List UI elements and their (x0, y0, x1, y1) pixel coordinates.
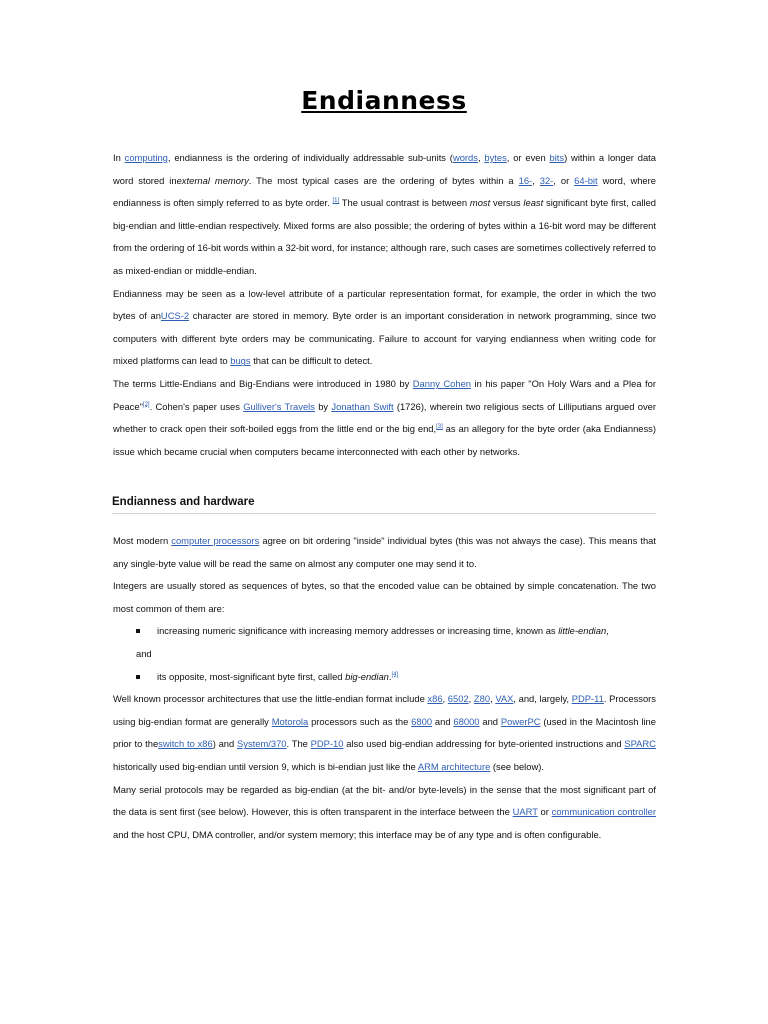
hardware-paragraph-4 (113, 779, 656, 847)
emphasis-big-endian: big-endian (345, 670, 389, 682)
hardware-paragraph-1 (113, 530, 656, 575)
text: and the host CPU, DMA controller, and/or system memory; this interface may be of any type and is often configurable. (113, 828, 602, 840)
text: or (537, 806, 552, 818)
link-communication-controller[interactable]: communication controller (551, 806, 656, 818)
link-jonathan-swift[interactable]: Jonathan Swift (331, 400, 394, 412)
text: The terms Little-Endians and Big-Endians were introduced in 1980 by (113, 377, 413, 389)
text: . The (286, 738, 311, 750)
link-words[interactable]: words (452, 152, 478, 163)
hardware-section (113, 530, 656, 846)
byte-order-list (113, 620, 656, 643)
intro-paragraph-3 (113, 373, 656, 463)
text: , (606, 625, 609, 637)
text: and (479, 715, 501, 727)
link-68000[interactable]: 68000 (453, 715, 480, 727)
text: character are stored in memory. Byte order is an important consideration in network programming, since two computers with different byte orders may be communicating. Failure to account for varying endianness when writing code for mixed platforms can lead to (113, 310, 656, 367)
list-item (113, 666, 656, 689)
text: , and, largely, (513, 693, 572, 705)
link-arm-architecture[interactable]: ARM architecture (417, 760, 491, 772)
text: , endianness is the ordering of individually addressable sub-units ( (167, 152, 453, 163)
text: its opposite, most-significant byte first, called (157, 670, 346, 682)
text: significant byte first, called big-endian and little-endian respectively. Mixed forms are also possible; the ordering of bytes within a 16-bit word may be different from the ordering of 16-bit words within a 32-bit word, for instance; although rare, such cases are sometimes collectively referred to as mixed-endian or middle-endian. (113, 197, 657, 276)
text: Most modern (113, 535, 172, 546)
link-switch-to-x86[interactable]: switch to x86 (158, 738, 213, 750)
link-16-bit[interactable]: 16- (518, 174, 533, 186)
text: as an allegory for the byte order (aka Endianness) issue which became crucial when computers became interconnected with each other by networks. (113, 423, 656, 457)
link-bugs[interactable]: bugs (230, 355, 251, 367)
text: (1726), wherein two religious sects of Lilliputians argued over whether to crack open their soft-boiled eggs from the little end or the big end, (113, 400, 656, 435)
text: word, where endianness is often simply referred to as byte order. (113, 174, 656, 209)
page-title: Endianness (301, 86, 467, 115)
intro-section (113, 147, 656, 463)
text: ) within a longer data word stored in (113, 152, 656, 186)
link-x86[interactable]: x86 (427, 693, 443, 705)
citation-1[interactable]: [1] (332, 198, 340, 205)
citation-2[interactable]: [2] (142, 401, 150, 408)
text: , or even (506, 152, 550, 163)
intro-paragraph-2 (113, 283, 656, 373)
link-vax[interactable]: VAX (495, 693, 514, 705)
link-bits[interactable]: bits (549, 152, 565, 163)
text: . Cohen's paper uses (149, 400, 244, 412)
text: , or (553, 174, 575, 186)
text: , (468, 693, 474, 705)
link-motorola[interactable]: Motorola (271, 715, 309, 727)
and-text: and (136, 647, 152, 659)
list-item (113, 620, 656, 643)
hardware-paragraph-2: Integers are usually stored as sequences of bytes, so that the encoded value can be obtained by simple concatenation. The two most common of them are: (113, 580, 656, 614)
text: , (532, 174, 540, 186)
link-gullivers-travels[interactable]: Gulliver's Travels (243, 400, 315, 412)
text: (used in the Macintosh line prior to the (113, 715, 656, 750)
bullet-marker (136, 675, 140, 679)
link-6502[interactable]: 6502 (447, 693, 469, 705)
link-32-bit[interactable]: 32- (539, 174, 554, 186)
link-z80[interactable]: Z80 (473, 693, 491, 705)
text: (see below). (490, 760, 544, 772)
bullet-marker (136, 629, 140, 633)
text: historically used big-endian until version 9, which is bi-endian just like the (113, 760, 418, 772)
text: versus (490, 197, 524, 209)
link-powerpc[interactable]: PowerPC (500, 715, 541, 727)
link-bytes[interactable]: bytes (484, 152, 507, 163)
text: ) and (212, 738, 237, 750)
link-6800[interactable]: 6800 (411, 715, 433, 727)
citation-3[interactable]: [3] (436, 424, 443, 430)
text: agree on bit ordering "inside" individual bytes (this was not always the case). This means that any single-byte value will be read the same on almost any computer one may send it to. (113, 535, 656, 569)
emphasis-least: least (523, 197, 544, 209)
link-ucs-2[interactable]: UCS-2 (160, 310, 190, 322)
text: increasing numeric significance with increasing memory addresses or increasing time, known as (157, 625, 559, 637)
text: Endianness may be seen as a low-level attribute of a particular representation format, for example, the order in which the two bytes of an (113, 287, 656, 322)
text: In (113, 152, 125, 163)
byte-order-list-2 (113, 666, 656, 689)
emphasis-little-endian: little-endian (558, 625, 607, 637)
text: . The most typical cases are the ordering of bytes within a (248, 174, 519, 186)
text: by (314, 400, 332, 412)
link-pdp-10[interactable]: PDP-10 (310, 738, 344, 750)
link-uart[interactable]: UART (512, 806, 538, 818)
text: . Processors using big-endian format are generally (113, 693, 656, 727)
text: , (490, 693, 496, 705)
text: that can be difficult to detect. (250, 355, 373, 367)
intro-paragraph-1 (113, 147, 656, 283)
link-64-bit[interactable]: 64-bit (574, 174, 598, 186)
text: and (432, 715, 454, 727)
citation-4[interactable]: [4] (391, 671, 399, 678)
section-heading-endianness-hardware: Endianness and hardware (112, 496, 656, 514)
link-system-370[interactable]: System/370 (237, 738, 287, 750)
link-computer-processors[interactable]: computer processors (171, 535, 260, 546)
text: , (442, 693, 448, 705)
text: The usual contrast is between (339, 197, 470, 209)
text: Well known processor architectures that use the little-endian format include (113, 693, 428, 705)
text: Many serial protocols may be regarded as big-endian (at the bit- and/or byte-levels) in the sense that the most significant part of the data is sent first (see below). However, this is often transparent in the interface between the (113, 783, 656, 818)
link-computing[interactable]: computing (124, 152, 168, 163)
emphasis-external-memory: external memory (176, 174, 249, 186)
text: in his paper "On Holy Wars and a Plea for Peace" (113, 377, 656, 412)
link-pdp-11[interactable]: PDP-11 (571, 693, 604, 705)
link-sparc[interactable]: SPARC (624, 738, 656, 750)
hardware-paragraph-3 (113, 688, 656, 778)
text: , (477, 152, 485, 163)
text: . (388, 670, 392, 682)
link-danny-cohen[interactable]: Danny Cohen (412, 377, 472, 389)
emphasis-most: most (469, 197, 491, 209)
text: processors such as the (308, 715, 412, 727)
text: also used big-endian addressing for byte-oriented instructions and (343, 738, 625, 750)
